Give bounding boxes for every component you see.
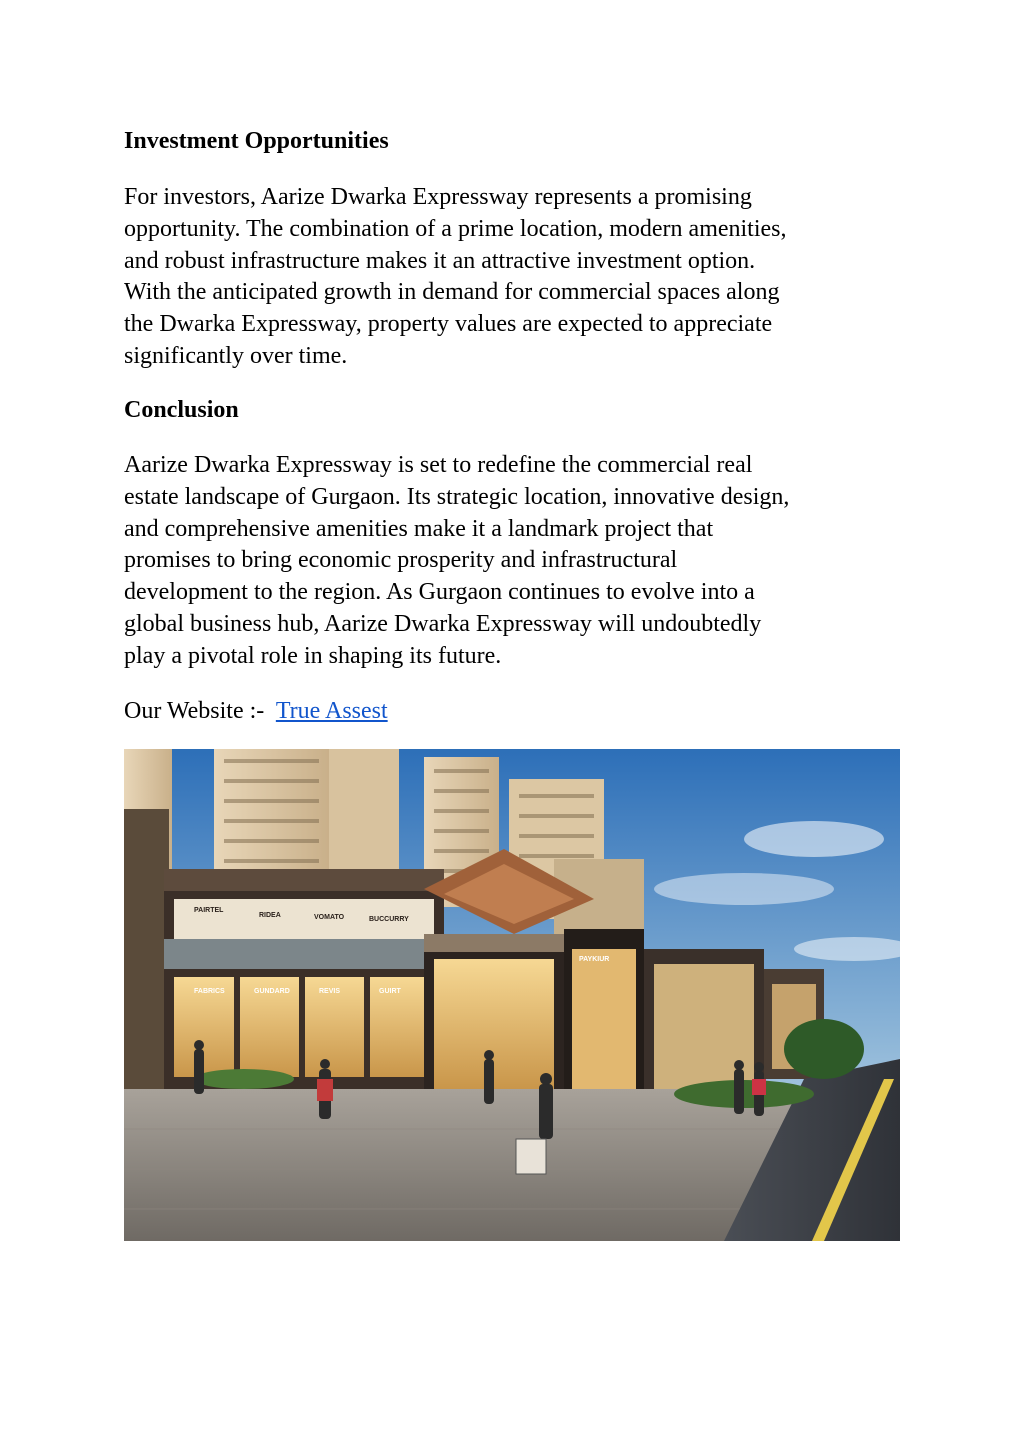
website-link[interactable]: True Assest	[275, 698, 388, 724]
text-line: and comprehensive amenities make it a landmark project that	[124, 515, 714, 542]
text-line: estate landscape of Gurgaon. Its strategic location, innovative design,	[124, 483, 790, 510]
text-line: promises to bring economic prosperity and infrastructural	[124, 547, 678, 574]
heading-conclusion: Conclusion	[124, 397, 239, 423]
text-line: play a pivotal role in shaping its future.	[124, 642, 502, 669]
website-line	[124, 696, 904, 728]
text-line: For investors, Aarize Dwarka Expressway represents a promising	[124, 184, 752, 210]
store-sign: GUIRT	[379, 988, 401, 995]
text-line: opportunity. The combination of a prime location, modern amenities,	[124, 215, 787, 242]
text-line: global business hub, Aarize Dwarka Expressway will undoubtedly	[124, 610, 762, 637]
text-line: and robust infrastructure makes it an attractive investment option.	[124, 247, 756, 274]
store-sign: GUNDARD	[254, 988, 290, 995]
paragraph-conclusion	[124, 450, 904, 673]
store-sign: VOMATO	[314, 914, 345, 921]
store-sign: RIDEA	[259, 912, 281, 919]
store-sign: BUCCURRY	[369, 916, 409, 923]
commercial-project-render-image	[124, 749, 900, 1241]
heading-investment-opportunities: Investment Opportunities	[124, 128, 389, 154]
store-sign: FABRICS	[194, 988, 225, 995]
text-line: development to the region. As Gurgaon continues to evolve into a	[124, 579, 755, 606]
store-sign: REVIS	[319, 988, 341, 995]
text-line: Aarize Dwarka Expressway is set to redefine the commercial real	[124, 452, 753, 478]
text-line: the Dwarka Expressway, property values are expected to appreciate	[124, 311, 773, 338]
text-line: significantly over time.	[124, 342, 348, 369]
website-label: Our Website :-	[124, 698, 265, 724]
text-line: With the anticipated growth in demand for commercial spaces along	[124, 279, 780, 306]
store-sign: PAYKIUR	[579, 956, 610, 963]
paragraph-investment	[124, 182, 904, 373]
store-sign: PAIRTEL	[194, 907, 224, 914]
